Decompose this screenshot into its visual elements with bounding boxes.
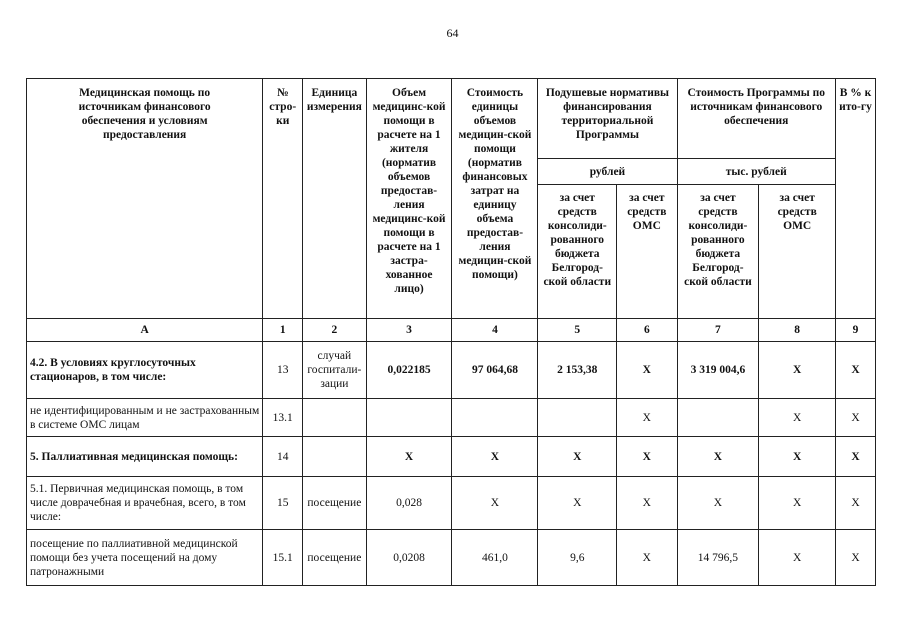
table-row [27,477,876,530]
col-number: 2 [303,319,366,342]
header-group-program-cost: Стоимость Программы по источникам финансового обеспечения [677,79,836,159]
row-label: 4.2. В условиях круглосуточных стационаров, в том числе: [27,342,263,399]
financing-table [26,78,876,586]
col-number: А [27,319,263,342]
row-percent: X [836,530,876,586]
row-cost-budget: 3 319 004,6 [677,342,759,399]
row-volume: X [366,437,452,477]
col-number: 5 [538,319,617,342]
row-unit: случай госпитали-зации [303,342,366,399]
col-number: 1 [263,319,303,342]
row-cost-oms: X [759,530,836,586]
row-cost-oms: X [759,477,836,530]
row-per-capita-budget: 9,6 [538,530,617,586]
row-unit-cost: 97 064,68 [452,342,538,399]
row-per-capita-oms: X [617,530,677,586]
row-cost-oms: X [759,399,836,437]
header-col-7: за счет средств консолиди-рованного бюджета Белгород-ской области [677,185,759,319]
row-percent: X [836,437,876,477]
col-number: 9 [836,319,876,342]
header-col-1: № стро-ки [263,79,303,319]
row-cost-budget: X [677,477,759,530]
row-unit: посещение [303,530,366,586]
row-label: 5. Паллиативная медицинская помощь: [27,437,263,477]
row-cost-budget: 14 796,5 [677,530,759,586]
row-per-capita-budget: 2 153,38 [538,342,617,399]
col-number: 8 [759,319,836,342]
col-number: 4 [452,319,538,342]
column-number-row [27,319,876,342]
page-number: 64 [446,26,459,40]
row-label: посещение по паллиативной медицинской помощи без учета посещений на дому патронажными [27,530,263,586]
col-number: 7 [677,319,759,342]
header-unit-rubles: рублей [538,159,677,185]
row-line-number: 14 [263,437,303,477]
row-label: не идентифицированным и не застрахованным в системе ОМС лицам [27,399,263,437]
row-per-capita-oms: X [617,399,677,437]
row-unit [303,437,366,477]
row-per-capita-budget [538,399,617,437]
row-unit-cost: 461,0 [452,530,538,586]
row-cost-budget: X [677,437,759,477]
row-unit-cost: X [452,437,538,477]
row-line-number: 13 [263,342,303,399]
table-row [27,530,876,586]
row-cost-oms: X [759,342,836,399]
row-label: 5.1. Первичная медицинская помощь, в том числе доврачебная и врачебная, всего, в том числе: [27,477,263,530]
row-per-capita-oms: X [617,437,677,477]
row-volume: 0,022185 [366,342,452,399]
row-per-capita-budget: X [538,477,617,530]
row-per-capita-budget: X [538,437,617,477]
row-volume: 0,028 [366,477,452,530]
row-line-number: 15.1 [263,530,303,586]
row-percent: X [836,342,876,399]
row-line-number: 15 [263,477,303,530]
row-cost-oms: X [759,437,836,477]
table-row [27,399,876,437]
header-col-2: Единица измерения [303,79,366,319]
header-unit-thousand-rubles: тыс. рублей [677,159,836,185]
row-per-capita-oms: X [617,477,677,530]
row-volume: 0,0208 [366,530,452,586]
header-col-4: Стоимость единицы объемов медицин-ской помощи (норматив финансовых затрат на единицу объема предостав-ления медицин-ской помощи) [452,79,538,319]
header-col-5: за счет средств консолиди-рованного бюджета Белгород-ской области [538,185,617,319]
col-number: 6 [617,319,677,342]
header-row-1 [27,79,876,159]
header-group-per-capita: Подушевые нормативы финансирования территориальной Программы [538,79,677,159]
header-col-3: Объем медицинс-кой помощи в расчете на 1 жителя (норматив объемов предостав-ления медицинс-кой помощи в расчете на 1 застра-хованное лицо) [366,79,452,319]
row-unit [303,399,366,437]
header-col-8: за счет средств ОМС [759,185,836,319]
header-col-9: В % к ито-гу [836,79,876,319]
row-per-capita-oms: X [617,342,677,399]
row-unit-cost [452,399,538,437]
row-percent: X [836,399,876,437]
row-volume [366,399,452,437]
row-line-number: 13.1 [263,399,303,437]
col-number: 3 [366,319,452,342]
header-col-a: Медицинская помощь по источникам финансового обеспечения и условиям предоставления [27,79,263,319]
table-row [27,342,876,399]
header-col-6: за счет средств ОМС [617,185,677,319]
table-row [27,437,876,477]
row-unit-cost: X [452,477,538,530]
row-percent: X [836,477,876,530]
row-cost-budget [677,399,759,437]
row-unit: посещение [303,477,366,530]
